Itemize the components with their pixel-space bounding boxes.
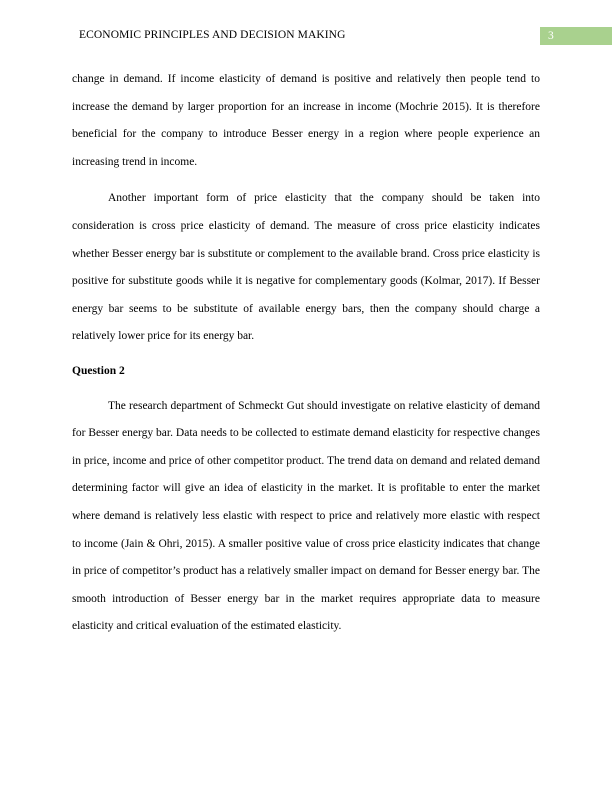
- section-heading: Question 2: [72, 364, 125, 377]
- paragraph-cross-price-elasticity: Another important form of price elasticity that the company should be taken into consideration is cross price elasticity of demand. The measure of cross price elasticity indicates whether Besser energy bar is substitute or complement to the available brand. Cross price elasticity is positive for substitute goods while it is negative for complementary goods (Kolmar, 2017). If Besser energy bar seems to be substitute of available energy bars, then the company should charge a relatively lower price for its energy bar.: [72, 192, 540, 343]
- page-number-badge: [540, 27, 612, 45]
- document-body: [72, 66, 540, 641]
- paragraph-research-department: The research department of Schmeckt Gut should investigate on relative elasticity of demand for Besser energy bar. Data needs to be collected to estimate demand elasticity for respective changes in price, income and price of other competitor product. The trend data on demand and related demand determining factor will give an idea of elasticity in the market. It is profitable to enter the market where demand is relatively less elastic with respect to price and relatively more elastic with respect to income (Jain & Ohri, 2015). A smaller positive value of cross price elasticity indicates that change in price of competitor’s product has a relatively smaller impact on demand for Besser energy bar. The smooth introduction of Besser energy bar in the market requires appropriate data to measure elasticity and critical evaluation of the estimated elasticity.: [72, 399, 540, 633]
- paragraph-income-elasticity: change in demand. If income elasticity of demand is positive and relatively then people tend to increase the demand by larger proportion for an increase in income (Mochrie 2015). It is therefore beneficial for the company to introduce Besser energy in a region where people experience an increasing trend in income.: [72, 73, 540, 168]
- running-header: ECONOMIC PRINCIPLES AND DECISION MAKING: [79, 29, 346, 41]
- page-number: 3: [548, 30, 554, 42]
